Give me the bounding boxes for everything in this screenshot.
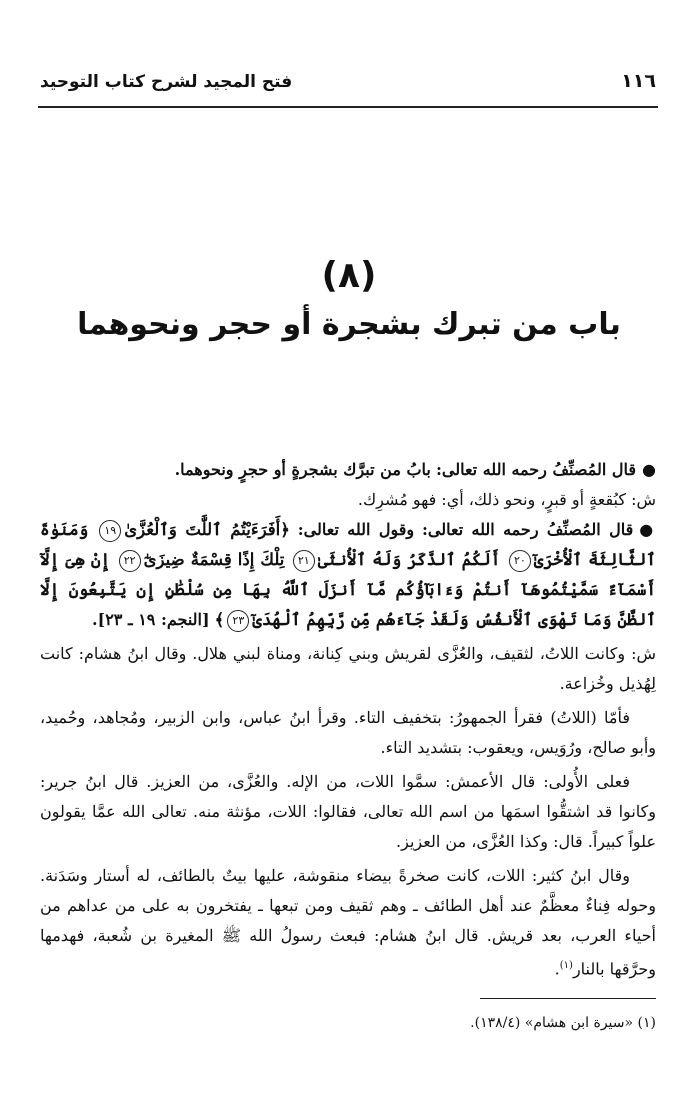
bullet-icon: ● [639, 520, 657, 539]
chapter-statement: بابُ من تبرَّك بشجرةٍ أو حجرٍ ونحوهما. [174, 460, 431, 479]
body-text [40, 455, 656, 984]
paragraph-commentary [40, 485, 656, 515]
chapter-number: (٨) [321, 255, 377, 296]
etymology-text: فعلى الأُولى: قال الأعمش: سمَّوا اللات، من الإله. والعُزَّى، من العزيز. قال ابنُ جرير: وكانوا قد اشتقُّوا اسمَها من اسم الله تعالى، فقالوا: اللات، مؤنثة منه. تعالى الله عمَّا يقولون علواً كبيراً. قال: وكذا العُزَّى، من العزيز. [40, 772, 656, 851]
ibn-kathir-text: وقال ابنُ كثير: اللات، كانت صخرةً بيضاء منقوشة، عليها بيتٌ بالطائف، له أستار وسَدَنة. وحوله فِناءٌ معظَّمٌ عند أهل الطائف ـ وهم ثقيف ومن تبعها ـ يفتخرون به على من عداهم من أحياء العرب، بعد قريش. قال ابنُ هشام: فبعث رسولُ الله ﷺ المغيرة بن شُعبة، فهدمها وحرَّقها بالنار [40, 866, 656, 979]
chapter-title: باب من تبرك بشجرة أو حجر ونحوهما [77, 307, 621, 342]
quote-intro: وقول الله تعالى: [297, 520, 415, 539]
quran-verse-19: ﴿أَفَرَءَيْتُمُ ٱللَّٰتَ وَٱلْعُزَّىٰ [124, 520, 290, 539]
paragraph-author-heading [40, 455, 656, 485]
commentary-text: ش: كبُقعةٍ أو قبرٍ، ونحو ذلك، أي: فهو مُشرِك. [357, 490, 656, 509]
running-header [40, 70, 656, 98]
quran-verse-23: إِنْ هِىَ إِلَّآ أَسْمَآءٌ سَمَّيْتُمُوهَآ أَنتُمْ وَءَابَآؤُكُم مَّآ أَنزَلَ ٱللَّهُ بِهَا مِن سُلْطَٰنٍ إِن يَتَّبِعُونَ إِلَّا ٱلظَّنَّ وَمَا تَهْوَى ٱلْأَنفُسُ وَلَقَدْ جَآءَهُم مِّن رَّبِّهِمُ ٱلْهُدَىٰٓ [40, 550, 656, 629]
ayah-number-icon: ١٩ [99, 520, 121, 542]
quran-verse-22: تِلْكَ إِذًا قِسْمَةٌ ضِيزَىٰٓ [143, 550, 285, 569]
quran-close-bracket: ﴾ [214, 610, 225, 629]
ayah-number-icon: ٢٠ [509, 550, 531, 572]
paragraph-ibn-kathir [40, 861, 656, 984]
paragraph-idols [40, 639, 656, 699]
header-divider [38, 106, 658, 108]
ayah-number-icon: ٢٣ [227, 610, 249, 632]
footnote: (١) «سيرة ابن هشام» (١٣٨/٤). [470, 1015, 656, 1031]
ayah-number-icon: ٢١ [293, 550, 315, 572]
quran-verse-21: أَلَكُمُ ٱلذَّكَرُ وَلَهُ ٱلْأُنثَىٰ [317, 550, 501, 569]
author-label: قال المُصنِّفُ رحمه الله تعالى: [435, 460, 637, 479]
paragraph-end: . [554, 959, 560, 979]
paragraph-etymology [40, 767, 656, 857]
paragraph-reading [40, 703, 656, 763]
quran-verse-20: وَمَنَوٰةَ ٱلثَّالِثَةَ ٱلْأُخْرَىٰٓ [40, 520, 656, 569]
ayah-number-icon: ٢٢ [119, 550, 141, 572]
footnote-marker[interactable]: (١) [559, 960, 573, 971]
paragraph-quran-quote [40, 515, 656, 635]
surah-reference: [النجم: ١٩ ـ ٢٣]. [92, 610, 210, 629]
page-number: ١١٦ [621, 70, 656, 92]
book-title: فتح المجيد لشرح كتاب التوحيد [40, 72, 293, 92]
reading-text: فأمّا (اللاتُ) فقرأ الجمهورُ: بتخفيف التاء. وقرأ ابنُ عباس، وابن الزبير، ومُجاهد، وحُميد، وأبو صالح، ورُوَيس، ويعقوب: بتشديد التاء. [40, 708, 656, 757]
idols-text: ش: وكانت اللاتُ، لثقيف، والعُزَّى لقريش وبني كِنانة، ومناة لبني هلال. وقال ابنُ هشام: كانت لِهُذيل وخُزاعة. [40, 644, 656, 693]
bullet-icon: ● [642, 460, 656, 479]
author-label: قال المُصنِّفُ رحمه الله تعالى: [422, 520, 634, 539]
footnote-divider [480, 998, 656, 999]
